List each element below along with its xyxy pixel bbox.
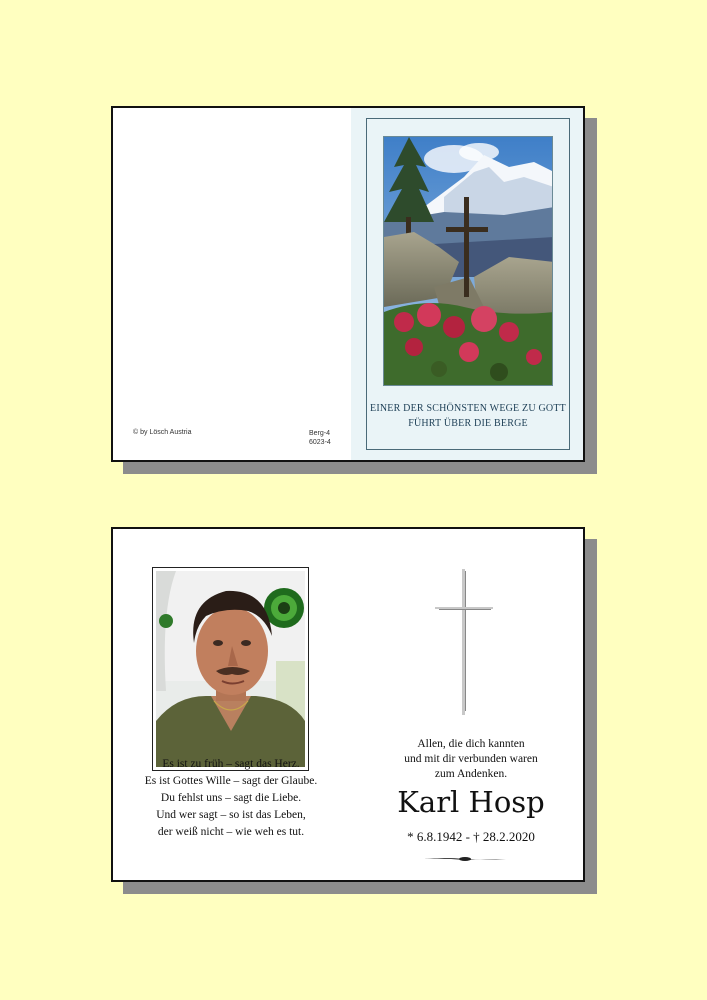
- dedication-line: Allen, die dich kannten: [417, 738, 525, 750]
- deceased-name: Karl Hosp: [397, 785, 545, 819]
- article-code-line1: Berg-4: [309, 430, 331, 437]
- mountain-cross-photo: [383, 136, 553, 386]
- dedication-line: und mit dir verbunden waren: [404, 753, 538, 765]
- cover-motto: [367, 401, 569, 431]
- article-code-line2: 6023-4: [309, 439, 331, 446]
- poem-line: der weiß nicht – wie weh es tut.: [157, 826, 305, 838]
- poem-line: Und wer sagt – so ist das Leben,: [156, 809, 306, 821]
- cover-frame: [366, 118, 570, 450]
- motto-line1: EINER DER SCHÖNSTEN WEGE ZU GOTT: [370, 403, 566, 414]
- dedication-line: zum Andenken.: [434, 768, 508, 780]
- card-inside: [111, 527, 585, 882]
- copyright-text: © by Lösch Austria: [133, 429, 192, 436]
- poem-line: Es ist zu früh – sagt das Herz.: [162, 758, 300, 770]
- dedication: [361, 737, 581, 782]
- portrait-frame: [152, 567, 309, 771]
- card-front: [111, 106, 585, 462]
- ornament-divider-icon: [424, 856, 506, 862]
- portrait-photo: [156, 571, 305, 767]
- poem: [113, 756, 349, 841]
- poem-line: Du fehlst uns – sagt die Liebe.: [160, 792, 302, 804]
- life-dates: * 6.8.1942 - † 28.2.2020: [407, 829, 535, 844]
- motto-line2: FÜHRT ÜBER DIE BERGE: [408, 418, 528, 429]
- article-code: [309, 429, 331, 447]
- cover-panel: [351, 108, 585, 460]
- poem-line: Es ist Gottes Wille – sagt der Glaube.: [144, 775, 318, 787]
- cross-icon: [435, 569, 495, 715]
